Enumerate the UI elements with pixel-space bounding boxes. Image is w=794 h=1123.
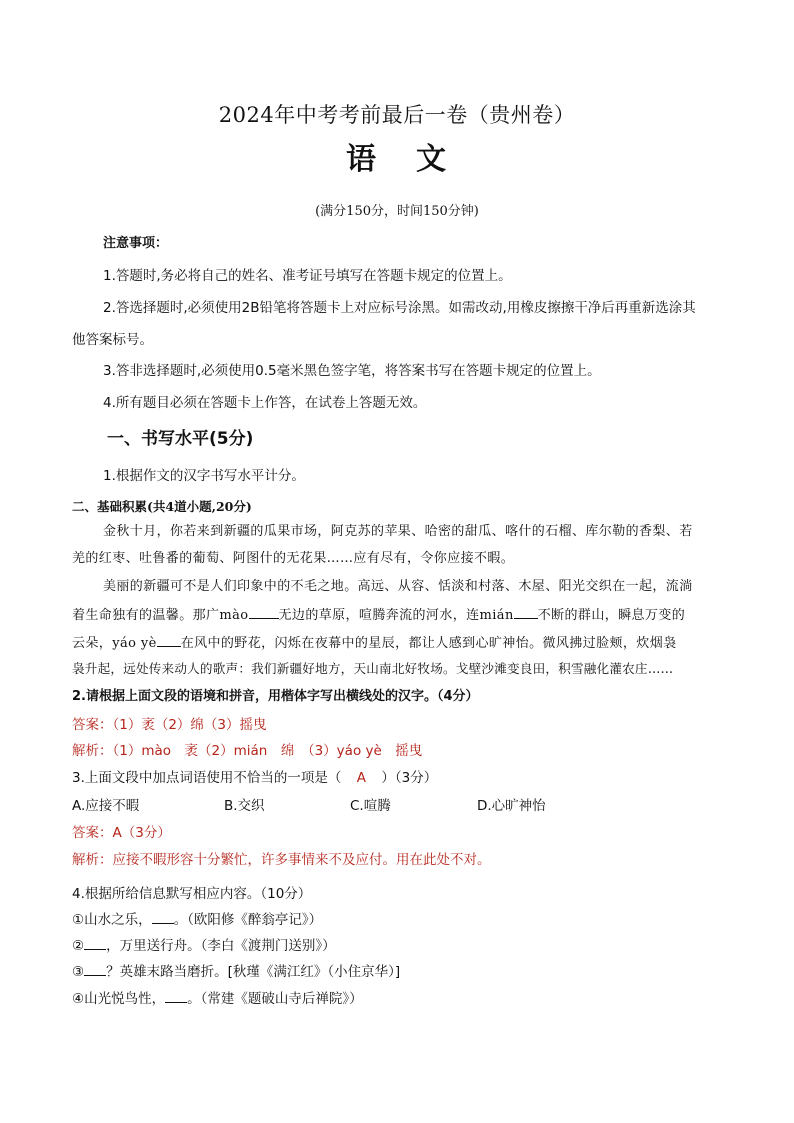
q3-option-d: D.心旷神怡 (477, 798, 546, 814)
q4-question: 4.根据所给信息默写相应内容。（10分） (72, 886, 312, 902)
passage-line-4 (72, 604, 685, 626)
q4-item-text: 。（欧阳修《醉翁亭记》） (173, 912, 323, 928)
fill-blank (84, 961, 106, 976)
q4-item-2 (72, 935, 336, 956)
passage-text: 在风中的野花，闪烁在夜幕中的星辰，都让人感到心旷神怡。微风拂过脸颊，炊烟袅 (180, 636, 677, 651)
q4-item-text: 。（常建《题破山寺后禅院》） (187, 991, 363, 1007)
q4-item-text: ③ (72, 964, 85, 980)
passage-line-3: 美丽的新疆可不是人们印象中的不毛之地。高远、从容、恬淡和村落、木屋、阳光交织在一起，流淌 (103, 579, 693, 594)
notes-item-2: 2.答选择题时,必须使用2B铅笔将答题卡上对应标号涂黑。如需改动,用橡皮擦擦干净后再重新选涂其 (103, 300, 696, 316)
q2-question: 2.请根据上面文段的语境和拼音，用楷体字写出横线处的汉字。（4分） (72, 689, 479, 704)
notes-item-4: 4.所有题目必须在答题卡上作答，在试卷上答题无效。 (103, 395, 427, 411)
passage-text: 着生命独有的温馨。那广mào (72, 608, 249, 623)
q4-item-text: ② (72, 938, 85, 954)
section2-heading: 二、基础积累(共4道小题,20分) (72, 499, 252, 514)
q3-analysis: 解析：应接不暇形容十分繁忙，许多事情来不及应付。用在此处不对。 (72, 852, 491, 868)
passage-text: 云朵，yáo yè (72, 636, 157, 651)
q4-item-1 (72, 909, 322, 930)
section1-item: 1.根据作文的汉字书写水平计分。 (103, 468, 305, 484)
exam-title: 2024年中考考前最后一卷（贵州卷） (218, 103, 576, 127)
q3-option-a: A.应接不暇 (72, 798, 140, 814)
q3-question (72, 768, 437, 788)
section1-heading: 一、书写水平(5分) (107, 429, 254, 449)
fill-blank (165, 988, 187, 1003)
subject-char-2: 文 (416, 142, 448, 177)
fill-blank-3 (157, 632, 181, 647)
passage-text: 无边的草原，喧腾奔流的河水，连mián (278, 608, 514, 623)
q4-item-3 (72, 961, 400, 982)
passage-line-2: 羌的红枣、吐鲁番的葡萄、阿图什的无花果……应有尽有，令你应接不暇。 (72, 551, 515, 566)
q3-option-c: C.喧腾 (350, 798, 391, 814)
notes-item-3: 3.答非选择题时,必须使用0.5毫米黑色签字笔，将答案书写在答题卡规定的位置上。 (103, 363, 601, 379)
q3-inline-answer: A (356, 770, 367, 786)
q3-question-text: 3.上面文段中加点词语使用不恰当的一项是（ (72, 770, 342, 786)
fill-blank (84, 935, 106, 950)
passage-line-1: 金秋十月，你若来到新疆的瓜果市场，阿克苏的苹果、哈密的甜瓜、喀什的石榴、库尔勒的香梨、若 (103, 524, 693, 539)
subject-title (0, 141, 794, 179)
q3-option-b: B.交织 (224, 798, 265, 814)
score-note: (满分150分，时间150分钟) (315, 204, 479, 219)
fill-blank (152, 909, 174, 924)
notes-heading: 注意事项： (103, 236, 169, 251)
notes-item-2-cont: 他答案标号。 (72, 332, 153, 348)
q4-item-4 (72, 988, 363, 1009)
subject-char-1: 语 (346, 142, 378, 177)
q2-analysis: 解析：（1）mào 袤（2）mián 绵 （3）yáo yè 摇曳 (72, 743, 423, 759)
q4-item-text: ？英雄末路当磨折。[秋瑾《满江红》（小住京华）] (106, 964, 401, 980)
passage-line-6: 袅升起，远处传来动人的歌声：我们新疆好地方，天山南北好牧场。戈壁沙滩变良田，积雪融化灌农庄…… (72, 661, 674, 676)
q4-item-text: ④山光悦鸟性， (72, 991, 166, 1007)
q2-answer: 答案：（1）袤（2）绵（3）摇曳 (72, 717, 267, 733)
fill-blank-1 (249, 604, 279, 619)
passage-text: 不断的群山，瞬息万变的 (537, 608, 686, 623)
q4-item-text: ①山水之乐， (72, 912, 152, 928)
passage-line-5 (72, 632, 677, 654)
q3-question-score: ）（3分） (381, 770, 438, 786)
q4-item-text: ，万里送行舟。（李白《渡荆门送别》） (106, 938, 336, 954)
q3-answer: 答案：A（3分） (72, 825, 171, 841)
notes-item-1: 1.答题时,务必将自己的姓名、准考证号填写在答题卡规定的位置上。 (103, 268, 512, 284)
fill-blank-2 (514, 604, 538, 619)
